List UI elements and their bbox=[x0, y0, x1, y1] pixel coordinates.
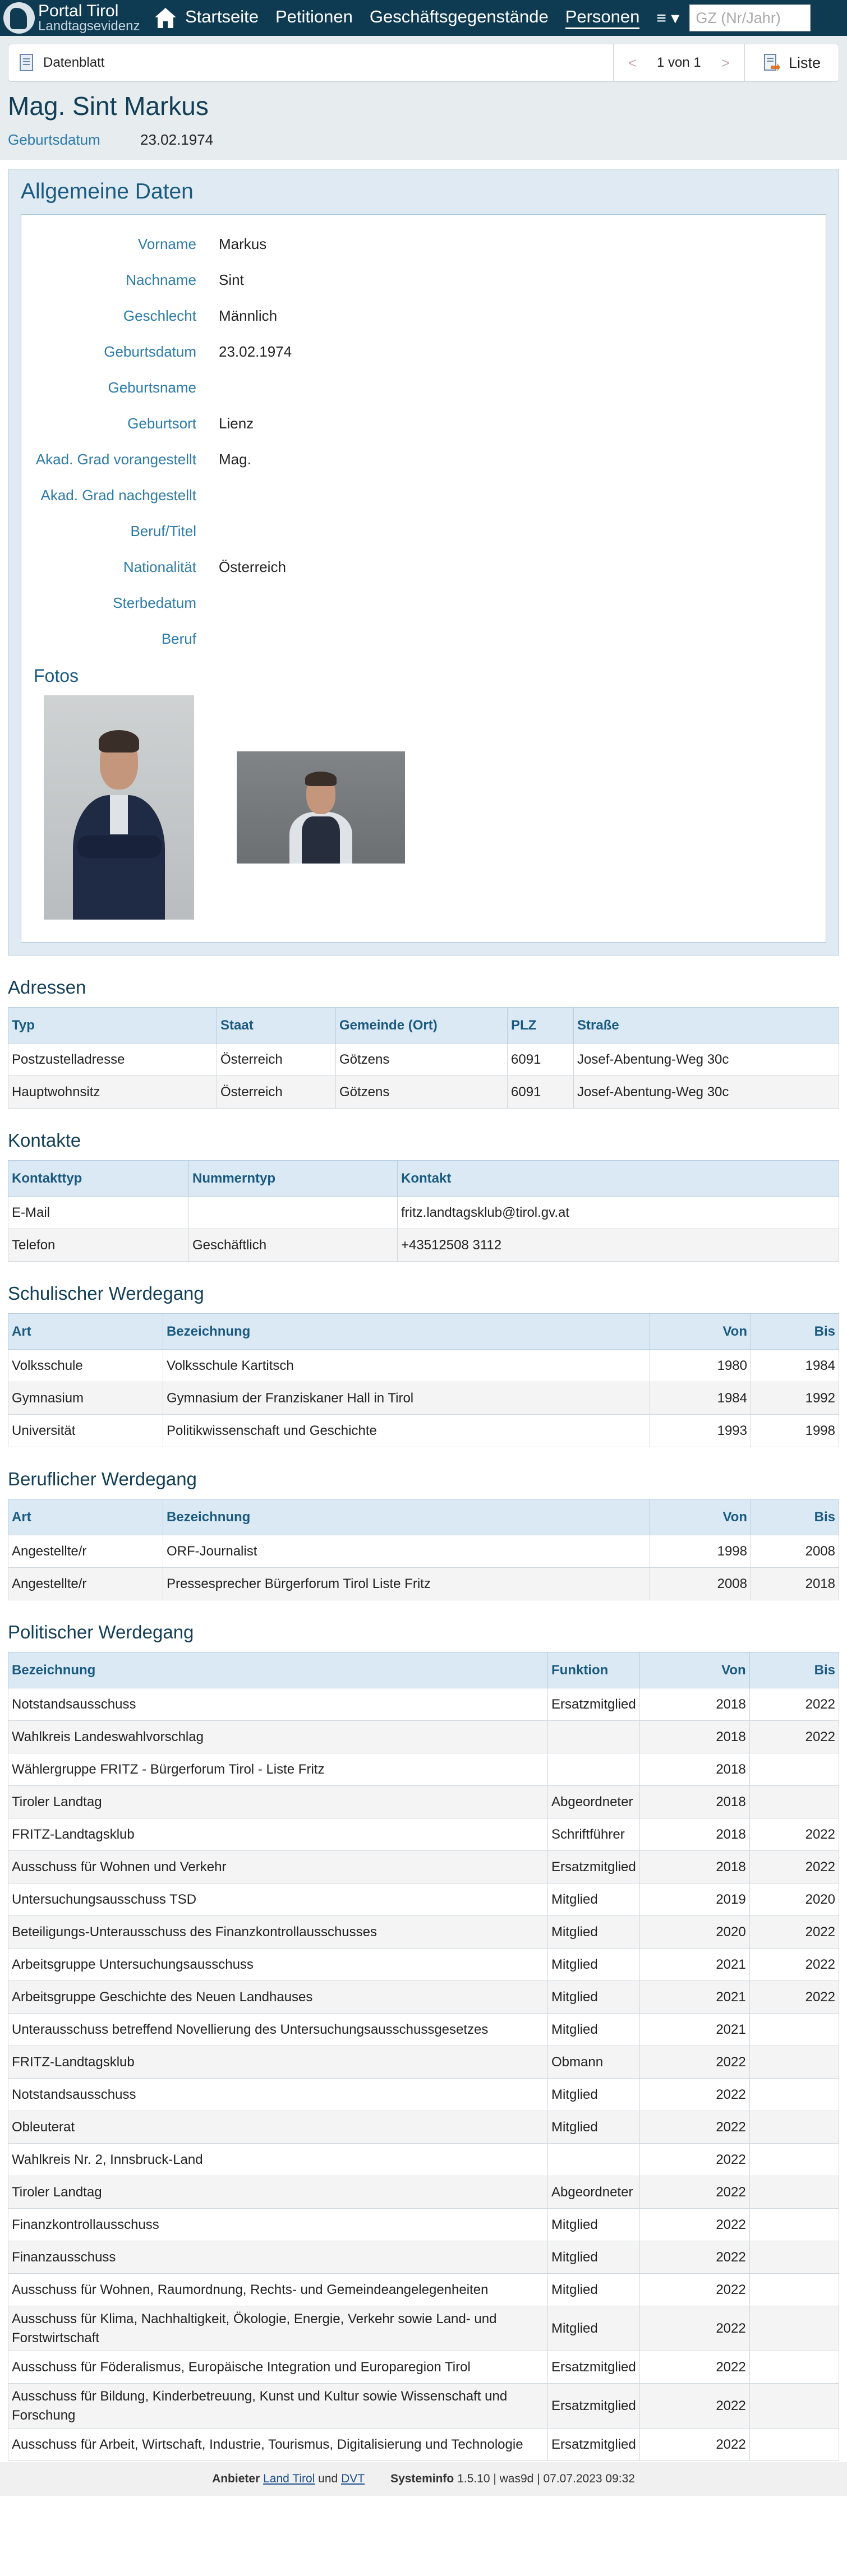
table-row bbox=[8, 2014, 839, 2046]
table-cell: Mitglied bbox=[548, 1916, 640, 1949]
footer-und: und bbox=[318, 2472, 338, 2486]
table-cell: Gymnasium der Franziskaner Hall in Tirol bbox=[163, 1382, 650, 1415]
email-link[interactable]: fritz.landtagsklub@tirol.gv.at bbox=[398, 1197, 839, 1229]
table-cell: 2018 bbox=[639, 1851, 749, 1883]
table-cell: 2022 bbox=[639, 2046, 749, 2079]
table-row bbox=[8, 1721, 839, 1753]
field-label: Nachname bbox=[126, 271, 196, 288]
table-cell: Götzens bbox=[336, 1044, 508, 1076]
table-row bbox=[8, 2111, 839, 2144]
nav-item-petitionen[interactable]: Petitionen bbox=[275, 7, 353, 26]
table-row bbox=[8, 1382, 839, 1415]
table-cell: Ausschuss für Arbeit, Wirtschaft, Industrie, Tourismus, Digitalisierung und Technologie bbox=[8, 2429, 548, 2461]
table-cell: Arbeitsgruppe Geschichte des Neuen Landhauses bbox=[8, 1981, 548, 2014]
schulischer-werdegang-table bbox=[8, 1313, 839, 1447]
field-label: Beruf bbox=[161, 630, 196, 647]
field-label: Sterbedatum bbox=[113, 594, 196, 611]
allgemeine-daten-title: Allgemeine Daten bbox=[21, 179, 194, 204]
table-row bbox=[8, 1949, 839, 1981]
column-header[interactable]: Funktion bbox=[548, 1652, 640, 1688]
field-row bbox=[34, 334, 813, 370]
table-cell: 2018 bbox=[639, 1688, 749, 1721]
table-cell: 2022 bbox=[639, 2306, 749, 2351]
table-row bbox=[8, 1883, 839, 1916]
table-cell: Ersatzmitglied bbox=[548, 2351, 640, 2384]
field-label: Vorname bbox=[137, 235, 196, 252]
table-cell: 1993 bbox=[650, 1415, 751, 1447]
table-cell: Obmann bbox=[548, 2046, 640, 2079]
table-cell: Unterausschuss betreffend Novellierung des Untersuchungsausschussgesetzes bbox=[8, 2014, 548, 2046]
field-row bbox=[34, 621, 813, 657]
column-header[interactable]: Bis bbox=[751, 1499, 839, 1535]
field-value: Österreich bbox=[219, 558, 286, 575]
table-cell: FRITZ-Landtagsklub bbox=[8, 1818, 548, 1851]
table-cell: Gymnasium bbox=[8, 1382, 163, 1415]
table-header-row bbox=[8, 1008, 839, 1044]
table-cell bbox=[189, 1197, 398, 1229]
table-cell bbox=[749, 2176, 839, 2209]
table-cell: Geschäftlich bbox=[189, 1229, 398, 1262]
beruflicher-werdegang-section bbox=[0, 1469, 847, 1600]
table-row bbox=[8, 2351, 839, 2384]
table-cell bbox=[749, 2351, 839, 2384]
field-row bbox=[34, 262, 813, 298]
table-header-row bbox=[8, 1314, 839, 1350]
table-cell bbox=[749, 2079, 839, 2111]
pager bbox=[613, 44, 744, 82]
footer-anbieter-label: Anbieter bbox=[212, 2472, 260, 2486]
table-cell: Tiroler Landtag bbox=[8, 1786, 548, 1818]
table-cell: 2022 bbox=[749, 1721, 839, 1753]
column-header[interactable]: Bis bbox=[749, 1652, 839, 1688]
table-row bbox=[8, 2384, 839, 2429]
column-header[interactable]: Bis bbox=[751, 1314, 839, 1350]
field-row bbox=[34, 549, 813, 585]
table-cell: 2022 bbox=[749, 1818, 839, 1851]
header-area bbox=[0, 36, 847, 160]
column-header[interactable]: Kontakt bbox=[398, 1161, 839, 1197]
field-label: Geburtsdatum bbox=[104, 343, 196, 360]
column-header[interactable]: Staat bbox=[217, 1008, 336, 1044]
table-cell: 2022 bbox=[749, 1688, 839, 1721]
table-cell: E-Mail bbox=[8, 1197, 189, 1229]
tirol-logo-icon bbox=[3, 2, 35, 34]
field-label: Beruf/Titel bbox=[130, 522, 196, 539]
table-row bbox=[8, 2274, 839, 2306]
datenblatt-label: Datenblatt bbox=[43, 55, 105, 70]
table-cell: 1998 bbox=[751, 1415, 839, 1447]
table-cell: Österreich bbox=[217, 1044, 336, 1076]
table-header-row bbox=[8, 1652, 839, 1688]
hamburger-menu-icon[interactable]: ≡ ▾ bbox=[656, 8, 680, 27]
field-value: Sint bbox=[219, 271, 244, 288]
table-cell: Ersatzmitglied bbox=[548, 1851, 640, 1883]
table-cell: Hauptwohnsitz bbox=[8, 1076, 217, 1109]
table-cell: 2018 bbox=[751, 1568, 839, 1600]
table-cell: 2022 bbox=[639, 2274, 749, 2306]
table-cell: Mitglied bbox=[548, 2111, 640, 2144]
table-cell: Pressesprecher Bürgerforum Tirol Liste Fritz bbox=[163, 1568, 650, 1600]
field-label: Geburtsort bbox=[127, 414, 196, 432]
table-cell bbox=[749, 2014, 839, 2046]
table-row bbox=[8, 1568, 839, 1600]
datenblatt-tab[interactable] bbox=[19, 53, 104, 72]
table-cell bbox=[749, 2241, 839, 2274]
list-button[interactable] bbox=[744, 44, 839, 82]
table-cell: Finanzkontrollausschuss bbox=[8, 2209, 548, 2241]
table-cell: Beteiligungs-Unterausschuss des Finanzkontrollausschusses bbox=[8, 1916, 548, 1949]
table-cell: Ausschuss für Wohnen und Verkehr bbox=[8, 1851, 548, 1883]
table-cell: Mitglied bbox=[548, 2306, 640, 2351]
table-row bbox=[8, 2241, 839, 2274]
table-cell bbox=[749, 1786, 839, 1818]
table-cell: Ausschuss für Föderalismus, Europäische Integration und Europaregion Tirol bbox=[8, 2351, 548, 2384]
table-cell bbox=[749, 2144, 839, 2176]
table-cell: 2008 bbox=[751, 1535, 839, 1568]
person-title: Mag. Sint Markus bbox=[8, 91, 209, 121]
table-cell: 2020 bbox=[749, 1883, 839, 1916]
column-header[interactable]: Art bbox=[8, 1499, 163, 1535]
table-cell: Angestellte/r bbox=[8, 1535, 163, 1568]
table-cell: +43512508 3112 bbox=[398, 1229, 839, 1262]
kontakte-section bbox=[0, 1130, 847, 1262]
next-record-button[interactable]: > bbox=[721, 54, 730, 71]
column-header[interactable]: Von bbox=[650, 1314, 751, 1350]
column-header[interactable]: Art bbox=[8, 1314, 163, 1350]
table-row bbox=[8, 1916, 839, 1949]
nav-item-personen[interactable]: Personen bbox=[565, 7, 640, 29]
field-label: Geschlecht bbox=[123, 307, 196, 324]
column-header[interactable]: Typ bbox=[8, 1008, 217, 1044]
table-cell: 2022 bbox=[639, 2351, 749, 2384]
table-cell: Josef-Abentung-Weg 30c bbox=[574, 1076, 839, 1109]
beruflicher-werdegang-title: Beruflicher Werdegang bbox=[8, 1469, 197, 1489]
table-cell: 2021 bbox=[639, 1981, 749, 2014]
schulischer-werdegang-title: Schulischer Werdegang bbox=[8, 1283, 204, 1304]
table-cell: Ausschuss für Wohnen, Raumordnung, Rechts- und Gemeindeangelegenheiten bbox=[8, 2274, 548, 2306]
schulischer-werdegang-section bbox=[0, 1283, 847, 1447]
table-cell: 2022 bbox=[639, 2176, 749, 2209]
field-row bbox=[34, 226, 813, 262]
table-cell: Untersuchungsausschuss TSD bbox=[8, 1883, 548, 1916]
table-cell: 1992 bbox=[751, 1382, 839, 1415]
brand-subtitle: Landtagsevidenz bbox=[38, 19, 140, 34]
portrait-photo-seated[interactable] bbox=[237, 751, 405, 864]
column-header[interactable]: Bezeichnung bbox=[163, 1499, 650, 1535]
table-header-row bbox=[8, 1499, 839, 1535]
top-navbar bbox=[0, 0, 847, 36]
field-label: Geburtsname bbox=[108, 378, 196, 396]
column-header[interactable]: Von bbox=[650, 1499, 751, 1535]
home-icon[interactable] bbox=[154, 7, 177, 29]
table-row bbox=[8, 1535, 839, 1568]
field-row bbox=[34, 513, 813, 549]
table-row bbox=[8, 1981, 839, 2014]
adressen-table bbox=[8, 1007, 839, 1109]
table-cell bbox=[749, 2384, 839, 2429]
table-cell: Mitglied bbox=[548, 1949, 640, 1981]
table-cell: 1998 bbox=[650, 1535, 751, 1568]
nav-menu bbox=[185, 0, 811, 36]
field-row bbox=[34, 298, 813, 334]
table-cell: 2018 bbox=[639, 1786, 749, 1818]
table-cell bbox=[749, 2274, 839, 2306]
table-cell: Abgeordneter bbox=[548, 2176, 640, 2209]
table-cell: Abgeordneter bbox=[548, 1786, 640, 1818]
table-cell bbox=[749, 2046, 839, 2079]
politischer-werdegang-section bbox=[0, 1622, 847, 2461]
table-cell: Josef-Abentung-Weg 30c bbox=[574, 1044, 839, 1076]
table-cell: Volksschule bbox=[8, 1350, 163, 1382]
table-cell: Mitglied bbox=[548, 2014, 640, 2046]
table-cell: 2022 bbox=[639, 2209, 749, 2241]
table-cell: 2022 bbox=[749, 1851, 839, 1883]
column-header[interactable]: Nummerntyp bbox=[189, 1161, 398, 1197]
table-row bbox=[8, 1753, 839, 1786]
table-row bbox=[8, 2429, 839, 2461]
table-row bbox=[8, 2176, 839, 2209]
field-row bbox=[34, 585, 813, 621]
allgemeine-daten-panel bbox=[8, 169, 839, 955]
table-cell: 2022 bbox=[749, 1916, 839, 1949]
pager-count: 1 von 1 bbox=[657, 55, 701, 70]
adressen-section bbox=[0, 977, 847, 1109]
portrait-photo-standing[interactable] bbox=[44, 695, 194, 920]
birth-summary bbox=[8, 131, 839, 149]
table-cell: 2022 bbox=[749, 1949, 839, 1981]
table-cell: Politikwissenschaft und Geschichte bbox=[163, 1415, 650, 1447]
table-cell: Universität bbox=[8, 1415, 163, 1447]
footer-systeminfo-label: Systeminfo bbox=[390, 2472, 454, 2486]
table-row bbox=[8, 1786, 839, 1818]
table-cell: Österreich bbox=[217, 1076, 336, 1109]
field-row bbox=[34, 477, 813, 513]
table-cell: Wahlkreis Nr. 2, Innsbruck-Land bbox=[8, 2144, 548, 2176]
fotos-title: Fotos bbox=[34, 666, 79, 686]
table-row bbox=[8, 2046, 839, 2079]
politischer-werdegang-title: Politischer Werdegang bbox=[8, 1622, 194, 1642]
table-cell: 2020 bbox=[639, 1916, 749, 1949]
table-cell: Arbeitsgruppe Untersuchungsausschuss bbox=[8, 1949, 548, 1981]
table-cell: Ausschuss für Bildung, Kinderbetreuung, Kunst und Kultur sowie Wissenschaft und Forschung bbox=[8, 2384, 548, 2429]
table-cell: Postzustelladresse bbox=[8, 1044, 217, 1076]
table-row bbox=[8, 1851, 839, 1883]
record-toolbar bbox=[8, 44, 839, 82]
table-cell: 2022 bbox=[639, 2144, 749, 2176]
table-cell: Mitglied bbox=[548, 1981, 640, 2014]
table-cell bbox=[749, 2429, 839, 2461]
table-cell: 2022 bbox=[639, 2111, 749, 2144]
nav-item-startseite[interactable]: Startseite bbox=[185, 7, 259, 26]
table-cell: Wahlkreis Landeswahlvorschlag bbox=[8, 1721, 548, 1753]
table-row bbox=[8, 1818, 839, 1851]
field-value: Mag. bbox=[219, 450, 251, 468]
table-cell: Telefon bbox=[8, 1229, 189, 1262]
table-row bbox=[8, 2144, 839, 2176]
table-cell: 2021 bbox=[639, 2014, 749, 2046]
field-label: Akad. Grad nachgestellt bbox=[40, 486, 196, 504]
table-cell: ORF-Journalist bbox=[163, 1535, 650, 1568]
field-label: Nationalität bbox=[123, 558, 196, 575]
table-cell: 6091 bbox=[508, 1044, 574, 1076]
table-cell: Schriftführer bbox=[548, 1818, 640, 1851]
table-row bbox=[8, 1229, 839, 1262]
table-cell: Mitglied bbox=[548, 2209, 640, 2241]
politischer-werdegang-table bbox=[8, 1652, 839, 2461]
table-cell: Notstandsausschuss bbox=[8, 1688, 548, 1721]
table-cell: Ersatzmitglied bbox=[548, 2384, 640, 2429]
column-header[interactable]: Straße bbox=[574, 1008, 839, 1044]
kontakte-table bbox=[8, 1160, 839, 1262]
table-cell: Angestellte/r bbox=[8, 1568, 163, 1600]
table-cell: 2022 bbox=[639, 2241, 749, 2274]
document-icon bbox=[19, 53, 35, 72]
column-header[interactable]: Bezeichnung bbox=[8, 1652, 548, 1688]
table-cell: 2022 bbox=[639, 2079, 749, 2111]
field-value: 23.02.1974 bbox=[219, 343, 292, 360]
table-cell: 1980 bbox=[650, 1350, 751, 1382]
field-value: Lienz bbox=[219, 414, 254, 432]
table-cell: Ersatzmitglied bbox=[548, 1688, 640, 1721]
table-cell: 2018 bbox=[639, 1753, 749, 1786]
brand-title: Portal Tirol bbox=[38, 2, 119, 20]
column-header[interactable]: Kontakttyp bbox=[8, 1161, 189, 1197]
table-cell: Ersatzmitglied bbox=[548, 2429, 640, 2461]
column-header[interactable]: Gemeinde (Ort) bbox=[336, 1008, 508, 1044]
table-row bbox=[8, 2079, 839, 2111]
table-cell bbox=[749, 2111, 839, 2144]
table-cell: Mitglied bbox=[548, 2274, 640, 2306]
table-cell: Wählergruppe FRITZ - Bürgerforum Tirol - Liste Fritz bbox=[8, 1753, 548, 1786]
table-cell: Mitglied bbox=[548, 1883, 640, 1916]
column-header[interactable]: PLZ bbox=[508, 1008, 574, 1044]
table-cell: Mitglied bbox=[548, 2241, 640, 2274]
kontakte-title: Kontakte bbox=[8, 1130, 81, 1151]
dvt-link[interactable]: DVT bbox=[341, 2472, 365, 2486]
table-cell: 1984 bbox=[650, 1382, 751, 1415]
fotos-gallery bbox=[34, 695, 813, 920]
footer-systeminfo-value: 1.5.10 | was9d | 07.07.2023 09:32 bbox=[457, 2472, 635, 2486]
table-cell: 1984 bbox=[751, 1350, 839, 1382]
table-cell: 2021 bbox=[639, 1949, 749, 1981]
list-label: Liste bbox=[788, 54, 821, 71]
table-cell: Notstandsausschuss bbox=[8, 2079, 548, 2111]
table-row bbox=[8, 2209, 839, 2241]
table-cell bbox=[548, 1721, 640, 1753]
gz-search-input[interactable] bbox=[689, 4, 811, 31]
beruflicher-werdegang-table bbox=[8, 1499, 839, 1600]
brand-link[interactable] bbox=[0, 0, 147, 36]
allgemeine-daten-fields bbox=[21, 214, 826, 943]
table-cell bbox=[749, 1753, 839, 1786]
table-row bbox=[8, 1197, 839, 1229]
table-row bbox=[8, 1688, 839, 1721]
adressen-title: Adressen bbox=[8, 977, 86, 998]
field-row bbox=[34, 370, 813, 405]
table-cell: Ausschuss für Klima, Nachhaltigkeit, Ökologie, Energie, Verkehr sowie Land- und Forstwirtschaft bbox=[8, 2306, 548, 2351]
field-label: Akad. Grad vorangestellt bbox=[35, 450, 196, 468]
table-row bbox=[8, 1350, 839, 1382]
table-row bbox=[8, 1076, 839, 1109]
field-value: Männlich bbox=[219, 307, 278, 324]
list-doc-icon bbox=[763, 53, 781, 72]
table-cell: Götzens bbox=[336, 1076, 508, 1109]
table-row bbox=[8, 1044, 839, 1076]
birth-value: 23.02.1974 bbox=[140, 131, 214, 148]
column-header[interactable]: Von bbox=[639, 1652, 749, 1688]
table-cell: Mitglied bbox=[548, 2079, 640, 2111]
table-cell: 2018 bbox=[639, 1818, 749, 1851]
table-cell: 6091 bbox=[508, 1076, 574, 1109]
nav-item-geschaeftsgegenstaende[interactable]: Geschäftsgegenstände bbox=[369, 7, 549, 26]
field-row bbox=[34, 441, 813, 477]
table-cell bbox=[749, 2209, 839, 2241]
prev-record-button[interactable]: < bbox=[628, 54, 637, 71]
table-cell bbox=[548, 2144, 640, 2176]
table-cell: Tiroler Landtag bbox=[8, 2176, 548, 2209]
table-cell: Volksschule Kartitsch bbox=[163, 1350, 650, 1382]
table-cell: 2019 bbox=[639, 1883, 749, 1916]
table-cell bbox=[749, 2306, 839, 2351]
table-cell: Finanzausschuss bbox=[8, 2241, 548, 2274]
table-cell: 2018 bbox=[639, 1721, 749, 1753]
table-header-row bbox=[8, 1161, 839, 1197]
table-cell: 2022 bbox=[639, 2429, 749, 2461]
table-cell: 2022 bbox=[639, 2384, 749, 2429]
field-row bbox=[34, 405, 813, 441]
birth-label: Geburtsdatum bbox=[8, 131, 100, 148]
column-header[interactable]: Bezeichnung bbox=[163, 1314, 650, 1350]
field-value: Markus bbox=[219, 235, 267, 252]
table-cell: 2022 bbox=[749, 1981, 839, 2014]
table-cell: 2008 bbox=[650, 1568, 751, 1600]
table-cell: Obleuterat bbox=[8, 2111, 548, 2144]
page-footer bbox=[0, 2462, 847, 2496]
land-tirol-link[interactable]: Land Tirol bbox=[263, 2472, 315, 2486]
table-row bbox=[8, 2306, 839, 2351]
table-row bbox=[8, 1415, 839, 1447]
table-cell bbox=[548, 1753, 640, 1786]
table-cell: FRITZ-Landtagsklub bbox=[8, 2046, 548, 2079]
